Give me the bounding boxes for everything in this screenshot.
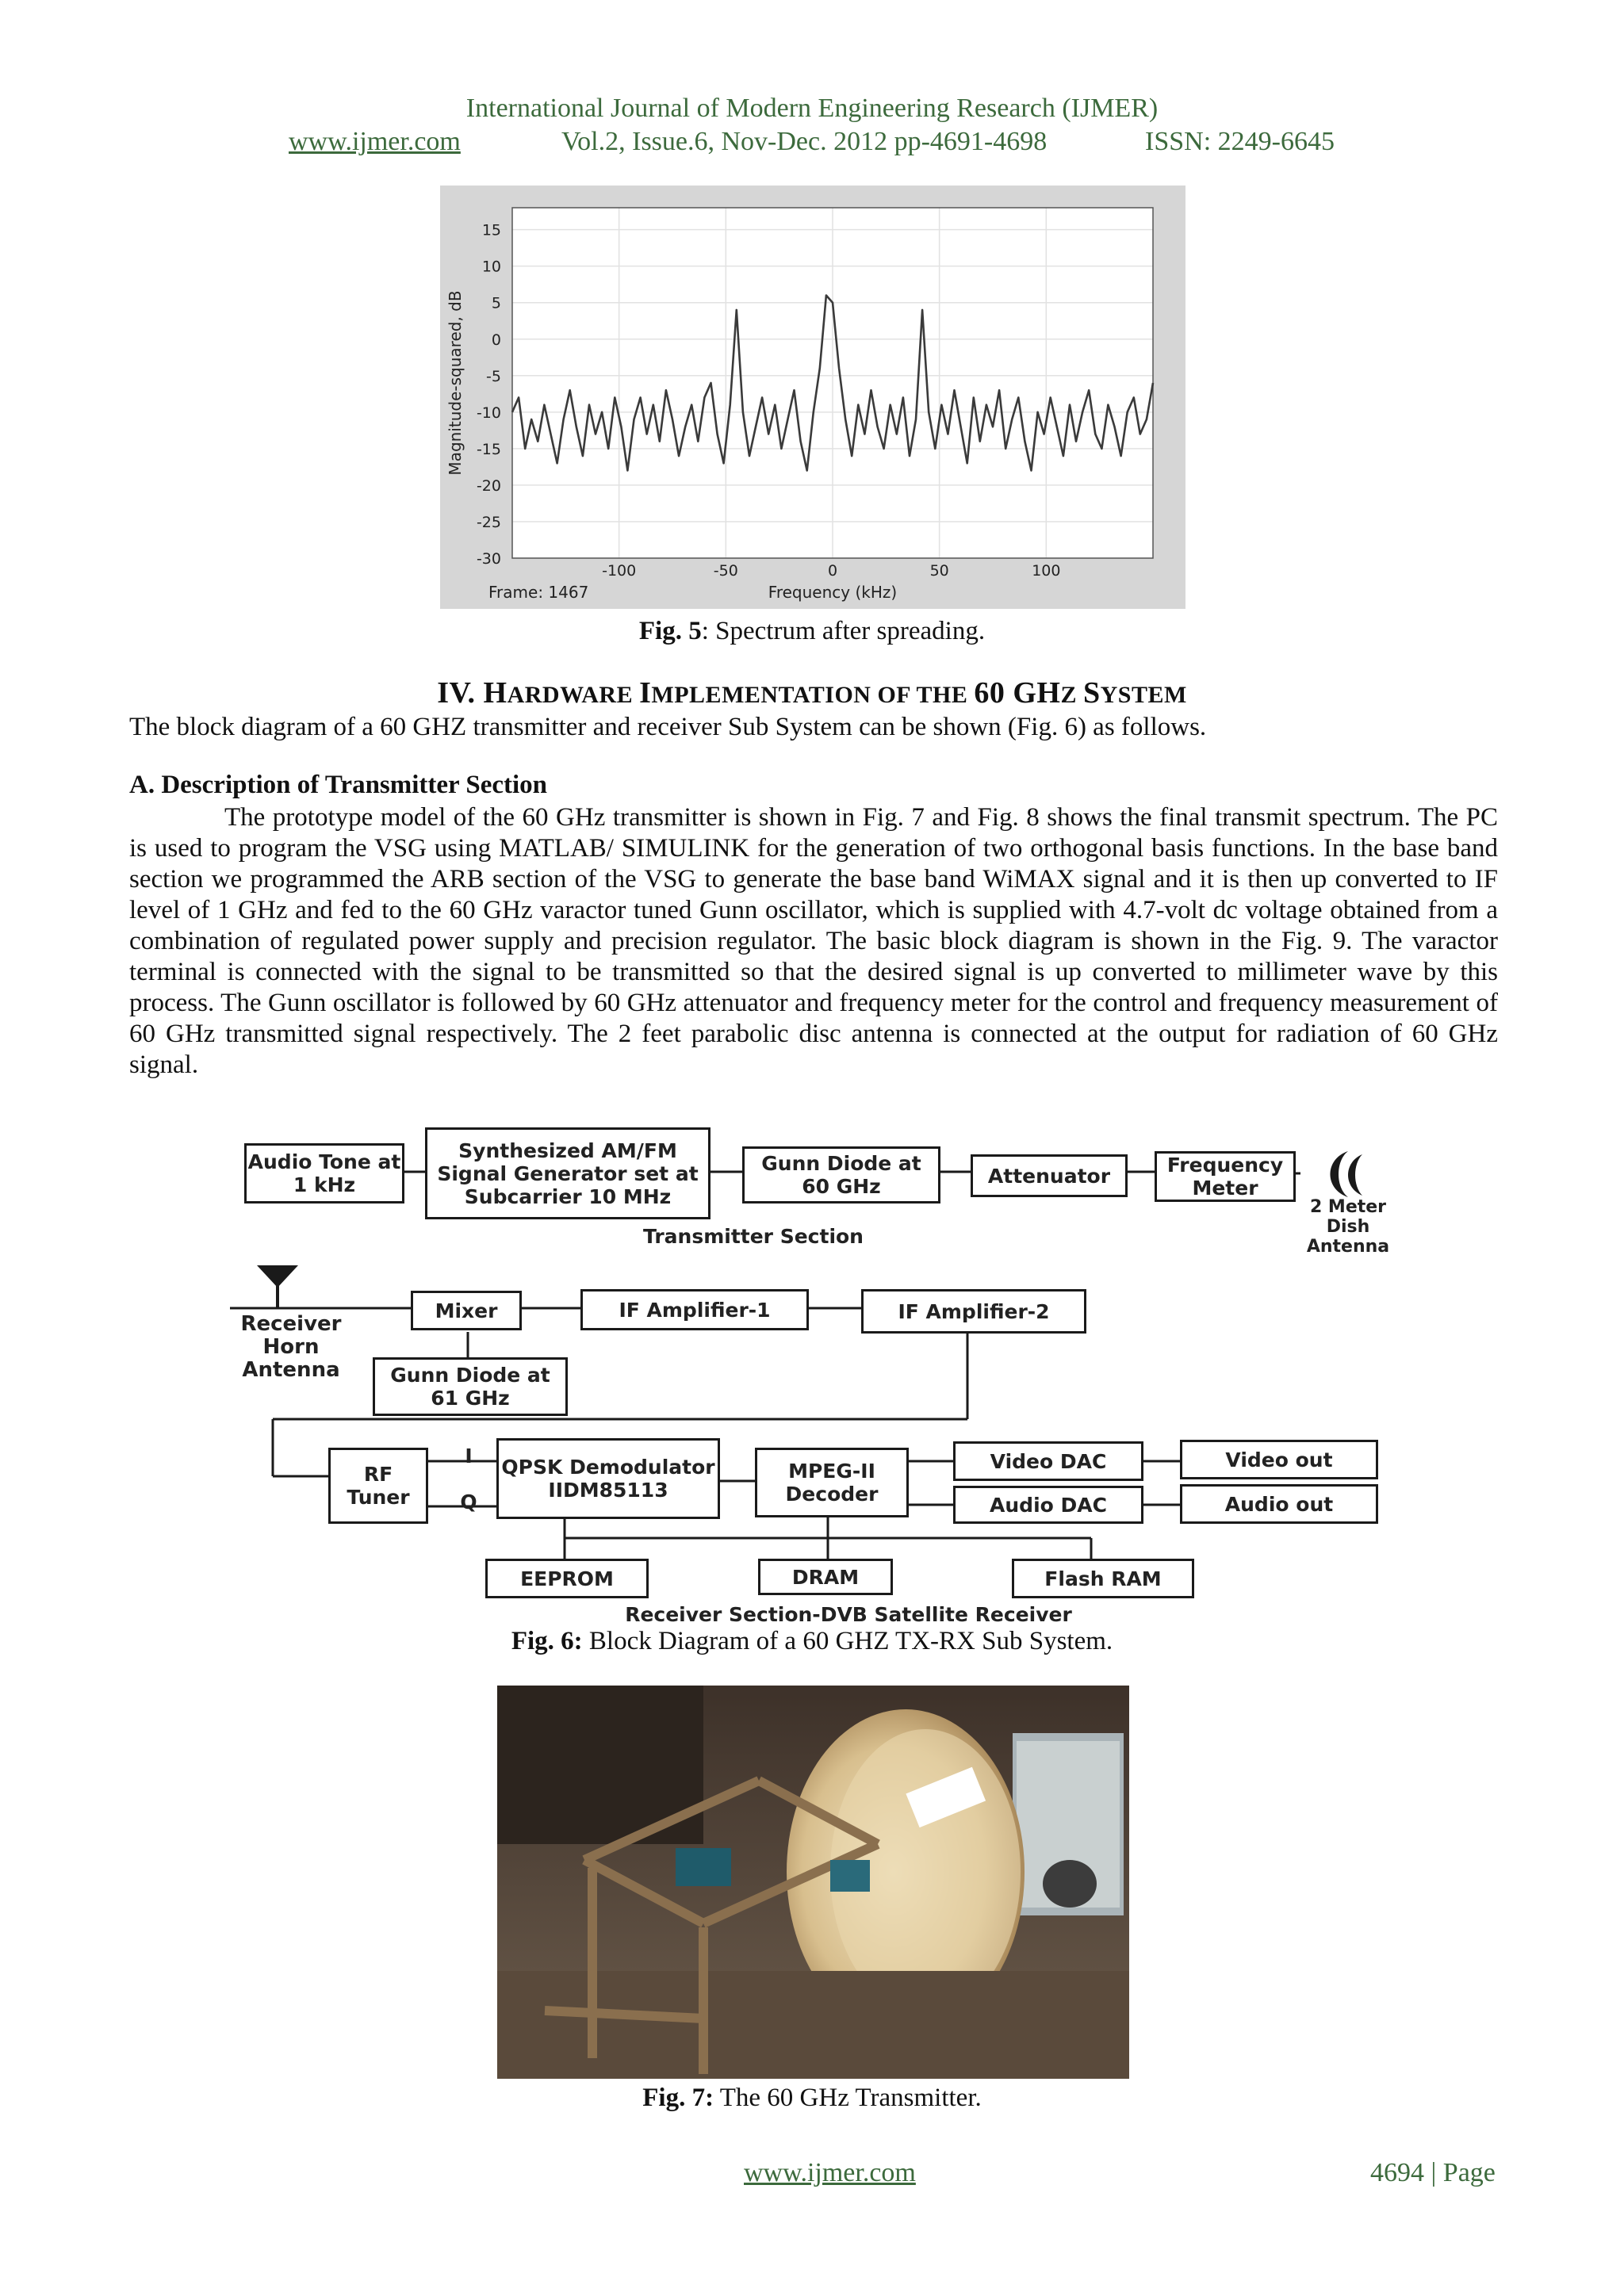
receiver-horn-label: Receiver Horn Antenna bbox=[240, 1312, 342, 1382]
section-number: IV. bbox=[437, 676, 484, 710]
fig5-caption-text: : Spectrum after spreading. bbox=[701, 617, 986, 645]
footer-website-link[interactable]: www.ijmer.com bbox=[744, 2158, 916, 2187]
gunn-diode-60-block: Gunn Diode at 60 GHz bbox=[742, 1146, 940, 1203]
x-tick-label: -100 bbox=[602, 562, 637, 580]
heading-part: I bbox=[639, 676, 652, 710]
gunn-diode-61-block: Gunn Diode at 61 GHz bbox=[373, 1357, 568, 1416]
heading-part: 60 GH bbox=[974, 676, 1061, 710]
dish-antenna-icon bbox=[1331, 1151, 1363, 1197]
fig7-caption-text: The 60 GHz Transmitter. bbox=[714, 2084, 982, 2112]
y-tick-label: -15 bbox=[476, 440, 501, 458]
fig6-caption-text: Block Diagram of a 60 GHZ TX-RX Sub System. bbox=[582, 1627, 1113, 1655]
video-out-block: Video out bbox=[1180, 1440, 1378, 1479]
heading-part: H bbox=[483, 676, 508, 710]
rf-tuner-block: RF Tuner bbox=[328, 1448, 428, 1524]
x-tick-label: 50 bbox=[929, 562, 949, 580]
y-tick-label: -30 bbox=[476, 550, 501, 568]
section-intro: The block diagram of a 60 GHZ transmitter and receiver Sub System can be shown (Fig. 6) as follows. bbox=[129, 713, 1207, 741]
y-tick-label: 15 bbox=[481, 221, 501, 239]
y-tick-label: -25 bbox=[476, 513, 501, 531]
mpeg-decoder-block: MPEG-II Decoder bbox=[755, 1448, 909, 1517]
dish-antenna-label: 2 Meter Dish Antenna bbox=[1306, 1197, 1390, 1257]
x-tick-label: -50 bbox=[713, 562, 738, 580]
y-tick-label: 5 bbox=[491, 294, 501, 312]
audio-out-block: Audio out bbox=[1180, 1484, 1378, 1524]
if-amplifier-1-block: IF Amplifier-1 bbox=[580, 1289, 809, 1330]
if-amplifier-2-block: IF Amplifier-2 bbox=[861, 1289, 1086, 1334]
transmitter-section-label: Transmitter Section bbox=[643, 1225, 864, 1248]
heading-part: MPLEMENTATION OF THE bbox=[651, 682, 975, 708]
flash-ram-block: Flash RAM bbox=[1012, 1559, 1194, 1598]
journal-volume: Vol.2, Issue.6, Nov-Dec. 2012 pp-4691-4698 bbox=[561, 127, 1048, 156]
y-tick-label: 10 bbox=[481, 258, 501, 276]
frequency-meter-block: Frequency Meter bbox=[1155, 1151, 1296, 1202]
i-channel-label: I bbox=[465, 1445, 473, 1468]
heading-part: ARDWARE bbox=[507, 682, 640, 708]
transmitter-photo-drawing bbox=[497, 1686, 1129, 2079]
subsection-body: The prototype model of the 60 GHz transmitter is shown in Fig. 7 and Fig. 8 shows the final transmit spectrum. The PC is used to program the VSG using MATLAB/ SIMULINK for the generation of two orthogonal basis functions. In the base band section we programmed the ARB section of the VSG to generate the base band WiMAX signal and it is then up converted to IF level of 1 GHz and fed to the 60 GHz varactor tuned Gunn oscillator, which is supplied with 4.7-volt dc voltage obtained from a combination of regulated power supply and precision regulator. The basic block diagram is shown in the Fig. 9. The varactor terminal is connected with the signal to be transmitted so that the desired signal is up converted to millimeter wave by this process. The Gunn oscillator is followed by 60 GHz attenuator and frequency meter for the control and frequency measurement of 60 GHz transmitted signal respectively. The 2 feet parabolic disc antenna is connected at the output for radiation of 60 GHz signal. bbox=[129, 803, 1498, 1079]
heading-part: Z bbox=[1060, 682, 1083, 708]
frame-label: Frame: 1467 bbox=[488, 583, 589, 602]
audio-tone-block: Audio Tone at 1 kHz bbox=[244, 1143, 404, 1203]
attenuator-block: Attenuator bbox=[971, 1154, 1128, 1197]
y-tick-label: 0 bbox=[491, 331, 501, 349]
horn-antenna-icon bbox=[257, 1265, 298, 1308]
subsection-title: A. Description of Transmitter Section bbox=[129, 771, 548, 799]
fig6-caption bbox=[0, 1627, 1624, 1656]
audio-dac-block: Audio DAC bbox=[953, 1486, 1143, 1524]
x-tick-label: 100 bbox=[1032, 562, 1061, 580]
receiver-section-label: Receiver Section-DVB Satellite Receiver bbox=[625, 1603, 1072, 1626]
eeprom-block: EEPROM bbox=[485, 1559, 649, 1598]
y-axis-label: Magnitude-squared, dB bbox=[446, 290, 465, 476]
fig6-caption-label: Fig. 6: bbox=[511, 1627, 583, 1655]
transmitter-photo bbox=[497, 1686, 1129, 2079]
dram-block: DRAM bbox=[758, 1559, 893, 1595]
y-tick-label: -20 bbox=[476, 476, 501, 495]
journal-title: International Journal of Modern Engineering Research (IJMER) bbox=[465, 94, 1159, 123]
journal-website-link[interactable]: www.ijmer.com bbox=[289, 127, 461, 156]
x-tick-label: 0 bbox=[827, 562, 838, 580]
video-dac-block: Video DAC bbox=[953, 1441, 1143, 1481]
x-axis-label: Frequency (kHz) bbox=[768, 583, 898, 602]
y-tick-label: -5 bbox=[486, 367, 501, 385]
qpsk-demodulator-block: QPSK Demodulator IIDM85113 bbox=[496, 1438, 720, 1519]
q-channel-label: Q bbox=[460, 1490, 477, 1513]
fig7-caption-label: Fig. 7: bbox=[642, 2084, 714, 2112]
signal-generator-block: Synthesized AM/FM Signal Generator set at Subcarrier 10 MHz bbox=[425, 1127, 710, 1219]
fig7-caption bbox=[0, 2084, 1624, 2113]
page-number: 4694 | Page bbox=[1370, 2158, 1496, 2187]
heading-part: YSTEM bbox=[1100, 682, 1187, 708]
fig5-caption-label: Fig. 5 bbox=[638, 617, 702, 645]
journal-issn: ISSN: 2249-6645 bbox=[1145, 127, 1335, 156]
heading-part: S bbox=[1082, 676, 1101, 710]
y-tick-label: -10 bbox=[476, 404, 501, 422]
mixer-block: Mixer bbox=[411, 1291, 522, 1330]
